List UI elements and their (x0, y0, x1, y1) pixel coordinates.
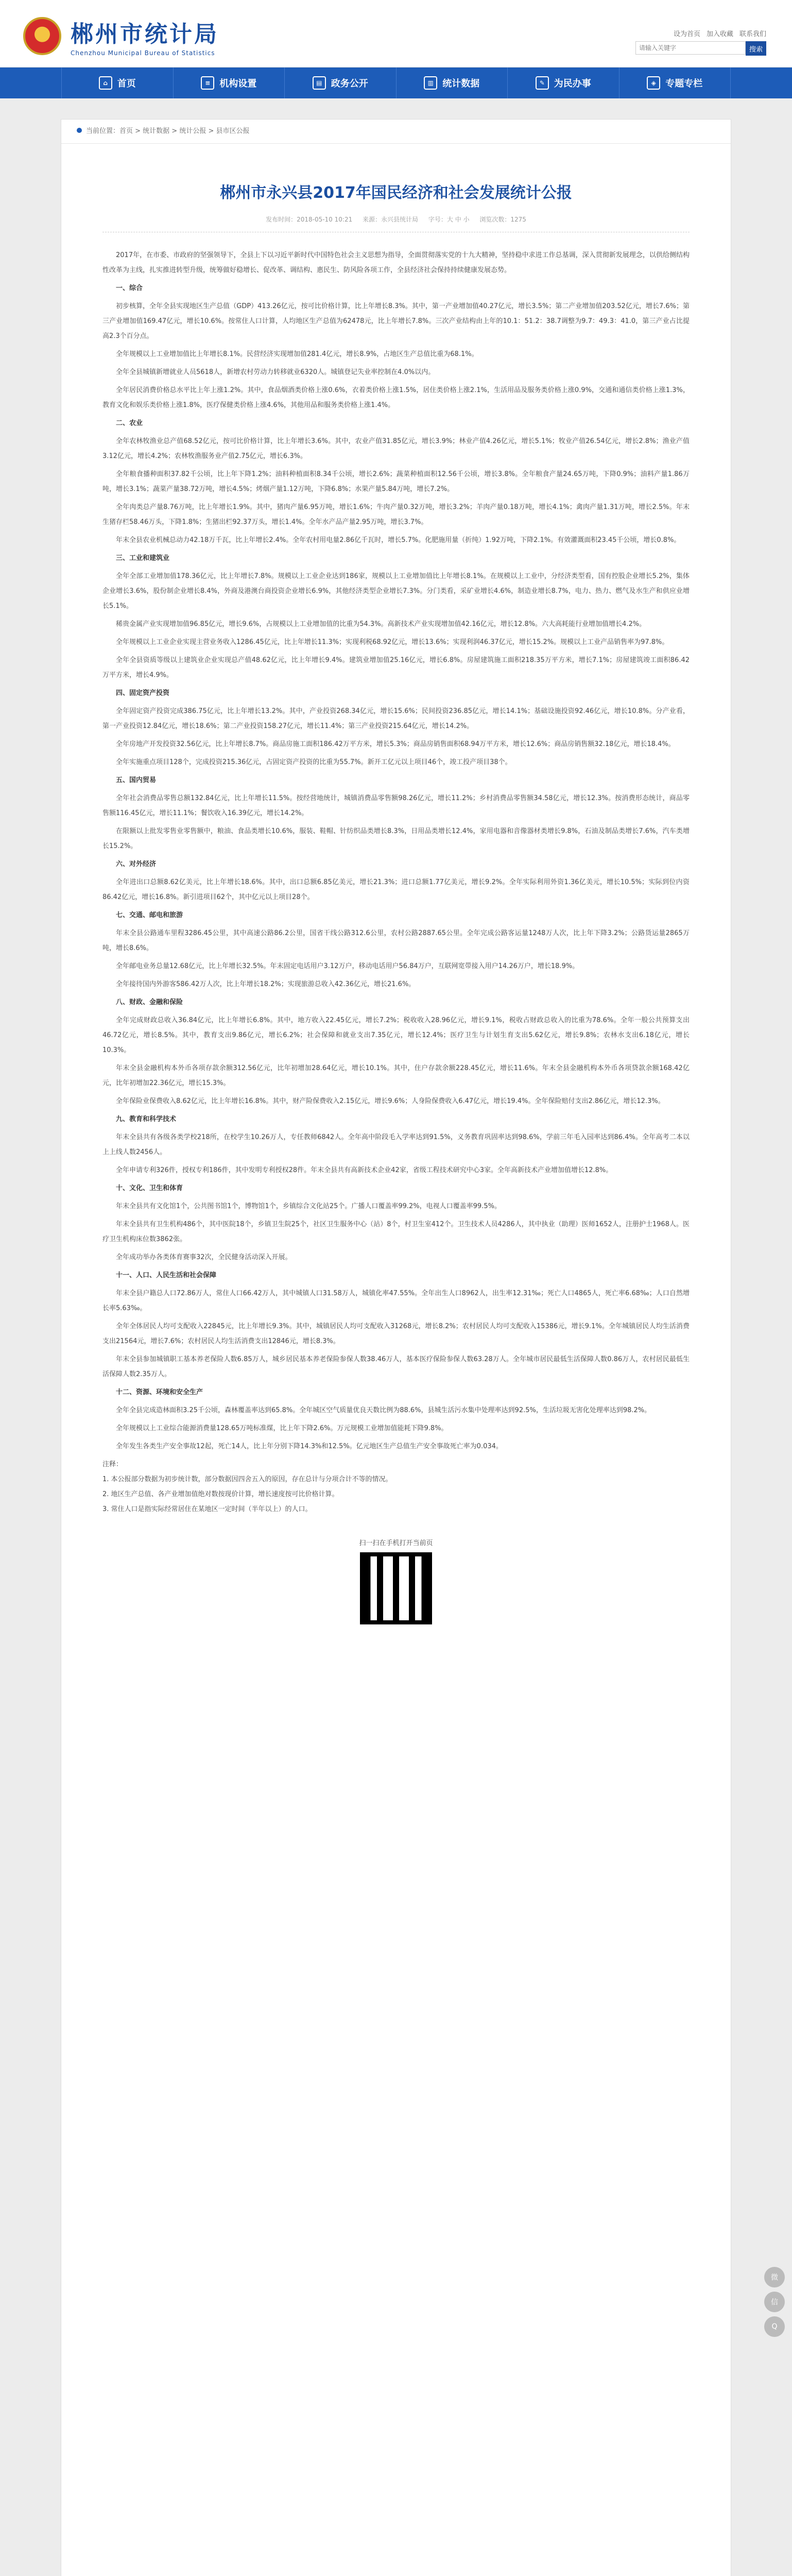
article-paragraph: 十、文化、卫生和体育 (116, 1184, 183, 1192)
article-paragraph: 三、工业和建筑业 (116, 554, 170, 562)
article-paragraph: 八、财政、金融和保险 (116, 998, 183, 1006)
article-paragraph: 年末全县共有文化馆1个，公共图书馆1个，博物馆1个，乡镇综合文化站25个。广播人口覆盖率99.2%，电视人口覆盖率99.5%。 (116, 1202, 501, 1210)
share-bar (764, 2267, 785, 2337)
article-paragraph: 全年全体居民人均可支配收入22845元，比上年增长9.3%。其中，城镇居民人均可支配收入31268元，增长8.2%；农村居民人均可支配收入15386元，增长9.1%。全年城镇居民人均生活消费支出21564元，增长7.6%；农村居民人均生活消费支出12846元，增长8.3%。 (102, 1323, 690, 1345)
article-paragraph: 全年实施重点项目128个，完成投资215.36亿元，占固定资产投资的比重为55.7%。新开工亿元以上项目46个，竣工投产项目38个。 (116, 758, 512, 766)
article-paragraph: 全年农林牧渔业总产值68.52亿元，按可比价格计算，比上年增长3.6%。其中，农业产值31.85亿元，增长3.9%；林业产值4.26亿元，增长5.1%；牧业产值26.54亿元，增长2.8%；渔业产值3.12亿元，增长4.2%；农林牧渔服务业产值2.75亿元，增长6.3%。 (102, 437, 690, 460)
article-paragraph: 六、对外经济 (116, 860, 157, 868)
article-paragraph: 全年全部工业增加值178.36亿元，比上年增长7.8%。规模以上工业企业达到186家，规模以上工业增加值比上年增长8.1%。在规模以上工业中，分经济类型看，国有控股企业增长5.2%，集体企业增长3.6%，股份制企业增长8.4%，外商及港澳台商投资企业增长6.9%，其他经济类型企业增长7.3%。分门类看，采矿业增长4.6%，制造业增长8.7%，电力、热力、燃气及水生产和供应业增长5.1%。 (102, 572, 690, 610)
publish-time: 发布时间：2018-05-10 10:21 (266, 216, 353, 223)
article-paragraph: 全年规模以上工业企业实现主营业务收入1286.45亿元，比上年增长11.3%；实现利税68.92亿元，增长13.6%；实现利润46.37亿元，增长15.2%。规模以上工业产品销售率为97.8%。 (116, 638, 669, 646)
note-item: 2. 地区生产总值、各产业增加值绝对数按现价计算，增长速度按可比价格计算。 (102, 1490, 339, 1498)
article-paragraph: 十二、资源、环境和安全生产 (116, 1388, 203, 1396)
article-notes (102, 1457, 690, 1517)
top-link-favorite[interactable]: 加入收藏 (706, 30, 733, 38)
home-icon: ⌂ (99, 76, 112, 90)
article-paragraph: 在限额以上批发零售业零售额中，粮油、食品类增长10.6%，服装、鞋帽、针纺织品类增长8.3%，日用品类增长12.4%，家用电器和音像器材类增长9.8%，石油及制品类增长7.6%，汽车类增长15.2%。 (102, 827, 690, 850)
top-link-home[interactable]: 设为首页 (673, 30, 700, 38)
article-paragraph: 全年粮食播种面积37.82千公顷，比上年下降1.2%；油料种植面积8.34千公顷，增长2.6%；蔬菜种植面积12.56千公顷，增长3.8%。全年粮食产量24.65万吨，下降0.9%；油料产量1.86万吨，增长3.1%；蔬菜产量38.72万吨，增长4.5%；烤烟产量1.12万吨，下降6.8%；水果产量5.84万吨，增长7.2%。 (102, 470, 690, 493)
main-nav (0, 67, 792, 98)
article-paragraph: 全年全县资质等级以上建筑业企业实现总产值48.62亿元，比上年增长9.4%。建筑业增加值25.16亿元，增长6.8%。房屋建筑施工面积218.35万平方米，增长7.1%；房屋建筑竣工面积86.42万平方米，增长4.9%。 (102, 656, 690, 679)
article (61, 144, 731, 1655)
article-body (102, 248, 690, 1454)
article-paragraph: 全年邮电业务总量12.68亿元，比上年增长32.5%。年末固定电话用户3.12万户，移动电话用户56.84万户，互联网宽带接入用户14.26万户，增长18.9%。 (116, 962, 579, 970)
content-container (61, 119, 731, 2576)
site-logo[interactable] (23, 15, 219, 57)
article-paragraph: 年末全县共有各级各类学校218所，在校学生10.26万人，专任教师6842人。全年高中阶段毛入学率达到91.5%，义务教育巩固率达到98.6%，学前三年毛入园率达到86.4%。全年高考二本以上上线人数2456人。 (102, 1133, 690, 1156)
site-subtitle: Chenzhou Municipal Bureau of Statistics (71, 49, 215, 57)
share-qq-icon[interactable]: Q (764, 2316, 785, 2337)
article-paragraph: 稀贵金属产业实现增加值96.85亿元，增长9.6%，占规模以上工业增加值的比重为54.3%。高新技术产业实现增加值42.16亿元，增长12.8%。六大高耗能行业增加值增长4.2%。 (116, 620, 646, 628)
article-paragraph: 初步核算，全年全县实现地区生产总值（GDP）413.26亿元，按可比价格计算，比上年增长8.3%。其中，第一产业增加值40.27亿元，增长3.5%；第二产业增加值203.52亿元，增长7.6%；第三产业增加值169.47亿元，增长10.6%。按常住人口计算，人均地区生产总值为62478元，比上年增长7.8%。三次产业结构由上年的10.1：51.2：38.7调整为9.7：49.3：41.0，第三产业占比提高2.3个百分点。 (102, 302, 690, 340)
article-paragraph: 十一、人口、人民生活和社会保障 (116, 1272, 217, 1279)
article-title: 郴州市永兴县2017年国民经济和社会发展统计公报 (220, 184, 572, 202)
article-paragraph: 全年接待国内外游客586.42万人次，比上年增长18.2%；实现旅游总收入42.36亿元，增长21.6%。 (116, 980, 416, 988)
article-paragraph: 全年规模以上工业综合能源消费量128.65万吨标准煤，比上年下降2.6%。万元规模工业增加值能耗下降9.8%。 (116, 1425, 448, 1432)
site-header (0, 0, 792, 67)
nav-gov[interactable]: ▤ 政务公开 (285, 67, 397, 98)
font-size-switch[interactable]: 字号：大 中 小 (428, 216, 470, 223)
article-paragraph: 全年房地产开发投资32.56亿元，比上年增长8.7%。商品房施工面积186.42万平方米，增长5.3%；商品房销售面积68.94万平方米，增长12.6%；商品房销售额32.18亿元，增长18.4%。 (116, 740, 675, 748)
share-weibo-icon[interactable]: 微 (764, 2267, 785, 2287)
national-emblem-icon: ★ (23, 17, 61, 55)
topic-icon: ◈ (647, 76, 660, 90)
article-paragraph: 全年成功举办各类体育赛事32次，全民健身活动深入开展。 (116, 1253, 292, 1261)
article-source: 来源：永兴县统计局 (363, 216, 419, 223)
article-paragraph: 四、固定资产投资 (116, 689, 170, 697)
share-wechat-icon[interactable]: 信 (764, 2292, 785, 2312)
article-paragraph: 年末全县金融机构本外币各项存款余额312.56亿元，比年初增加28.64亿元，增长10.1%。其中，住户存款余额228.45亿元，增长11.6%。年末全县金融机构本外币各项贷款余额168.42亿元，比年初增加22.36亿元，增长15.3%。 (102, 1064, 690, 1087)
note-item: 3. 常住人口是指实际经常居住在某地区一定时间（半年以上）的人口。 (102, 1505, 312, 1513)
article-paragraph: 年末全县参加城镇职工基本养老保险人数6.85万人，城乡居民基本养老保险参保人数38.46万人，基本医疗保险参保人数63.28万人。全年城市居民最低生活保障人数0.86万人，农村居民最低生活保障人数2.35万人。 (102, 1355, 690, 1378)
article-paragraph: 全年进出口总额8.62亿美元，比上年增长18.6%。其中，出口总额6.85亿美元，增长21.3%；进口总额1.77亿美元，增长9.2%。全年实际利用外资1.36亿美元，增长10.5%；实际到位内资86.42亿元，增长16.8%。新引进项目62个，其中亿元以上项目28个。 (102, 878, 690, 901)
article-paragraph: 二、农业 (116, 419, 143, 427)
breadcrumb: 当前位置：首页 > 统计数据 > 统计公报 > 县市区公报 (61, 120, 731, 144)
doc-icon: ▤ (313, 76, 326, 90)
nav-org[interactable]: ≡ 机构设置 (174, 67, 285, 98)
location-icon (77, 128, 82, 133)
notes-title: 注释： (102, 1461, 123, 1468)
article-paragraph: 九、教育和科学技术 (116, 1115, 177, 1123)
article-paragraph: 2017年，在市委、市政府的坚强领导下，全县上下以习近平新时代中国特色社会主义思想为指导，全面贯彻落实党的十九大精神，坚持稳中求进工作总基调，深入贯彻新发展理念，以供给侧结构性改革为主线，扎实推进转型升级，统筹做好稳增长、促改革、调结构、惠民生、防风险各项工作，全县经济社会保持持续健康发展态势。 (102, 251, 690, 274)
view-count: 浏览次数：1275 (479, 216, 526, 223)
article-paragraph: 全年全县城镇新增就业人员5618人，新增农村劳动力转移就业6320人。城镇登记失业率控制在4.0%以内。 (116, 368, 435, 376)
article-paragraph: 年末全县共有卫生机构486个，其中医院18个，乡镇卫生院25个，社区卫生服务中心（站）8个，村卫生室412个。卫生技术人员4286人，其中执业（助理）医师1652人，注册护士1968人。医疗卫生机构床位数3862张。 (102, 1221, 690, 1243)
article-paragraph: 年末全县户籍总人口72.86万人，常住人口66.42万人，其中城镇人口31.58万人，城镇化率47.55%。全年出生人口8962人，出生率12.31‰；死亡人口4865人，死亡率6.68‰；人口自然增长率5.63‰。 (102, 1290, 690, 1312)
article-paragraph: 全年肉类总产量8.76万吨，比上年增长1.9%。其中，猪肉产量6.95万吨，增长1.6%；牛肉产量0.32万吨，增长3.2%；羊肉产量0.18万吨，增长4.1%；禽肉产量1.31万吨，增长2.5%。年末生猪存栏58.46万头，下降1.8%；生猪出栏92.37万头，增长1.4%。全年水产品产量2.95万吨，增长3.7%。 (102, 503, 690, 526)
top-link-contact[interactable]: 联系我们 (739, 30, 766, 38)
site-search (635, 41, 766, 56)
data-icon: ▥ (424, 76, 437, 90)
article-paragraph: 全年固定资产投资完成386.75亿元，比上年增长13.2%。其中，产业投资268.34亿元，增长15.6%；民间投资236.85亿元，增长14.1%；基础设施投资92.46亿元，增长10.8%。分产业看，第一产业投资12.84亿元，增长18.6%；第二产业投资158.27亿元，增长11.4%；第三产业投资215.64亿元，增长14.2%。 (102, 707, 690, 730)
nav-service[interactable]: ✎ 为民办事 (508, 67, 619, 98)
article-paragraph: 全年社会消费品零售总额132.84亿元，比上年增长11.5%。按经营地统计，城镇消费品零售额98.26亿元，增长11.2%；乡村消费品零售额34.58亿元，增长12.3%。按消费形态统计，商品零售额116.45亿元，增长11.1%；餐饮收入16.39亿元，增长14.2%。 (102, 794, 690, 817)
article-paragraph: 全年规模以上工业增加值比上年增长8.1%。民营经济实现增加值281.4亿元，增长8.9%，占地区生产总值比重为68.1%。 (116, 350, 478, 358)
article-paragraph: 全年居民消费价格总水平比上年上涨1.2%。其中，食品烟酒类价格上涨0.6%，衣着类价格上涨1.5%，居住类价格上涨2.1%，生活用品及服务类价格上涨0.9%，交通和通信类价格上涨1.3%，教育文化和娱乐类价格上涨1.8%，医疗保健类价格上涨4.6%，其他用品和服务类价格上涨1.4%。 (102, 386, 690, 409)
qr-label: 扫一扫在手机打开当前页 (359, 1539, 433, 1547)
article-meta (102, 215, 690, 232)
note-item: 1. 本公报部分数据为初步统计数，部分数据因四舍五入的原因，存在总计与分项合计不等的情况。 (102, 1476, 392, 1483)
article-paragraph: 年末全县公路通车里程3286.45公里，其中高速公路86.2公里，国省干线公路312.6公里，农村公路2887.65公里。全年完成公路客运量1248万人次，比上年下降3.2%；公路货运量2865万吨，增长8.6%。 (102, 929, 690, 952)
article-paragraph: 五、国内贸易 (116, 776, 157, 784)
article-paragraph: 全年完成财政总收入36.84亿元，比上年增长6.8%。其中，地方收入22.45亿元，增长7.2%；税收收入28.96亿元，增长9.1%，税收占财政总收入的比重为78.6%。全年一般公共预算支出46.72亿元，增长8.5%。其中，教育支出9.86亿元，增长6.2%；社会保障和就业支出7.35亿元，增长12.4%；医疗卫生与计划生育支出5.62亿元，增长9.8%；农林水支出6.18亿元，增长10.3%。 (102, 1016, 690, 1054)
qr-code-icon (360, 1552, 432, 1624)
search-input[interactable] (635, 41, 746, 55)
article-paragraph: 全年全县完成造林面积3.25千公顷，森林覆盖率达到65.8%。全年城区空气质量优良天数比例为88.6%，县城生活污水集中处理率达到92.5%，生活垃圾无害化处理率达到98.2%。 (116, 1406, 651, 1414)
nav-data[interactable]: ▥ 统计数据 (397, 67, 508, 98)
search-button[interactable]: 搜索 (746, 41, 766, 56)
nav-topic[interactable]: ◈ 专题专栏 (619, 67, 731, 98)
article-paragraph: 七、交通、邮电和旅游 (116, 911, 183, 919)
qr-block (102, 1537, 690, 1624)
article-paragraph: 全年发生各类生产安全事故12起，死亡14人，比上年分别下降14.3%和12.5%。亿元地区生产总值生产安全事故死亡率为0.034。 (116, 1443, 503, 1450)
service-icon: ✎ (536, 76, 549, 90)
top-links (674, 28, 766, 38)
org-icon: ≡ (201, 76, 214, 90)
article-paragraph: 年末全县农业机械总动力42.18万千瓦，比上年增长2.4%。全年农村用电量2.86亿千瓦时，增长5.7%。化肥施用量（折纯）1.92万吨，下降2.1%。有效灌溉面积23.45千公顷，增长0.8%。 (116, 536, 681, 544)
site-title: 郴州市统计局 (71, 21, 219, 47)
article-paragraph: 全年申请专利326件，授权专利186件，其中发明专利授权28件。年末全县共有高新技术企业42家，省级工程技术研究中心3家。全年高新技术产业增加值增长12.8%。 (116, 1166, 613, 1174)
article-paragraph: 全年保险业保费收入8.62亿元，比上年增长16.8%。其中，财产险保费收入2.15亿元，增长9.6%；人身险保费收入6.47亿元，增长19.4%。全年保险赔付支出2.86亿元，增长12.3%。 (116, 1097, 665, 1105)
article-paragraph: 一、综合 (116, 284, 143, 292)
nav-home[interactable]: ⌂ 首页 (61, 67, 174, 98)
